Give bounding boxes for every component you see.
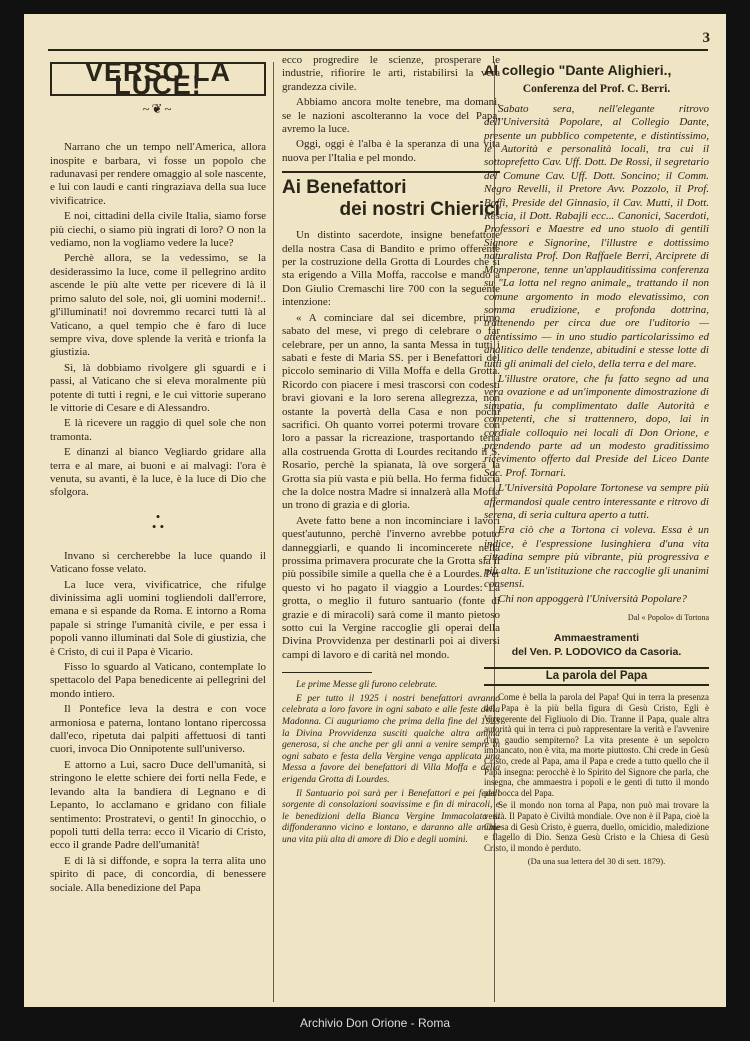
page-number: 3 — [702, 30, 710, 46]
paragraph: Sì, là dobbiamo rivolgere gli sguardi e i passi, al Vaticano che si eleva moralmente più potente di tutti i regni, e le cui vittorie superano le vittorie di Cesare e di Alessandro. — [50, 361, 266, 414]
paragraph: Sabato sera, nell'elegante ritrovo dell'Università Popolare, al Collegio Dante, presente un pubblico competente, e distintissimo, le Autorità e personalità locali, tra cui il sottoprefetto Cav. Uff. Dott. De Rossi, il segretario del Comune Cav. Uff. Dott. Soncino; il Comm. Negro Revelli, il Pretore Avv. Pozzolo, il Prof. Boffi, Preside del Ginnasio, il Cav. Mutti, il Dott. Rescia, il Dott. Rabajli ecc... Canonici, Sacerdoti, Professori e Maestre ed uno stuolo di gentili Signore e Signorine, l'illustre e dottissimo naturalista Prof. Don Raffaele Berri, Arciprete di Momperone, tenne un'applauditissima conferenza su "La lotta nel regno animale„ trattando il non comune argomento in modo elevatissimo, con somma erudizione, e profonda dottrina, trattenendo per circa due ore l'uditorio — attentissimo — in uno studio particolarissimo ed analitico delle tendenze, abitudini e stesse lotte di tutti gli animali del cielo, della terra e del mare. — [484, 102, 709, 370]
newspaper-page — [24, 14, 726, 1007]
top-rule — [48, 49, 708, 51]
paragraph: E dinanzi al bianco Vegliardo gridare alla terra e al mare, ai buoni e ai malvagi: l'ora è venuta, su avanti, è la luce, è la luce di Dio che sfolgora. — [50, 446, 266, 499]
paragraph: L'Università Popolare Tortonese va sempre più affermandosi quale centro interessante e ritrovo di serena, di seria cultura aperto a tutti. — [484, 482, 709, 521]
article-title-line1: Ai Benefattori — [282, 177, 407, 199]
paragraph: Il Pontefice leva la destra e con voce armoniosa e paterna, lontano lontano ripercossa dall'eco, ripetuta dai palpiti affettuosi di tanti cuori, invoca Dio Onnipotente sull'universo. — [50, 703, 266, 756]
paragraph: Narrano che un tempo nell'America, allora inospite e barbara, vi fosse un popolo che radunavasi per rendere omaggio al sole nascente, e lui con laudi e canti ringraziava della sua luce vivificatrice. — [50, 141, 266, 207]
paragraph: Perchè allora, se la vedessimo, se la desiderassimo la luce, come il pellegrino ardito ascende le più alte vette per ricevere di là il primo saluto del sole, noi, gli uomini moderni!.. gl'illuminati! noi dovremmo recarci tutti là al Vaticano, a quel tempio che è faro di luce sempre viva, dove splende la verità e trionfa la giustizia. — [50, 252, 266, 359]
paragraph: Se il mondo non torna al Papa, non può mai trovare la verità. Il Papato è Civiltà mondiale. Ove non è il Papa, cioè la Chiesa di Gesù Cristo, è guerra, duello, omicidio, maledizione e flagello di Dio. Senza Gesù Cristo e la Chiesa di Gesù Cristo, il mondo è perduto. — [484, 800, 709, 853]
column-three — [484, 64, 709, 869]
letter-date: (Da una sua lettera del 30 di sett. 1879). — [527, 856, 666, 867]
flourish-ornament: ~❦~ — [142, 100, 174, 116]
paragraph: Come è bella la parola del Papa! Qui in terra la presenza del Papa è la più bella figura di Gesù Cristo, Egli è Vicegerente del Figliuolo di Dio. Tranne il Papa, quale altra autorità qui in terra ci può rappresentare la verità e l'avvenire d'un gaudio sempiterno? La vita presente è un sepolcro imbiancato, non è vita, ma morte piuttosto. Chi crede in Gesù Cristo, crede al Papa, ama il Papa e crede a tutto quello che il Papa insegna: perocchè è lo Spirito del Signore che parla, che insegna, che ammaestra i popoli e le genti di tutto il mondo per bocca del Papa. — [484, 692, 709, 798]
paragraph: E noi, cittadini della civile Italia, siamo forse più ciechi, o siamo più ingrati di loro? O non la vediamo, non la vogliamo vedere la luce? — [50, 210, 266, 250]
section-rule — [282, 171, 500, 173]
article-title-line2: dei nostri Chierici — [339, 199, 500, 221]
parola-del-papa-body — [484, 692, 709, 853]
source-credit: Dal « Popolo» di Tortona — [627, 612, 709, 622]
footnote: Le prime Messe gli furono celebrate. — [296, 679, 438, 691]
article-title-collegio: Al collegio "Dante Alighieri., — [484, 62, 672, 78]
paragraph: E là ricevere un raggio di quel sole che non tramonta. — [50, 417, 266, 443]
paragraph: E di là si diffonde, e sopra la terra alita uno spirito di pace, di concordia, di benessere sociale. Alla benedizione del Papa — [50, 854, 266, 894]
article-subtitle: Conferenza del Prof. C. Berri. — [522, 83, 671, 96]
parola-del-papa-title: La parola del Papa — [484, 667, 709, 686]
paragraph: Era ciò che a Tortona ci voleva. Essa è un indice, è l'espressione lusinghiera d'una vita cittadina sempre più vibrante, più progressiva e più alta. E un'istituzione che raccoglie gli unanimi consensi. — [484, 524, 709, 591]
paragraph: Oggi, oggi è l'alba è la speranza di una vita nuova per l'Italia e pel mondo. — [282, 138, 500, 164]
column-divider — [273, 62, 274, 1002]
paragraph: Avete fatto bene a non incominciare i lavori quest'autunno, perchè l'inverno avrebbe potuto danneggiarli, e quando li incomincerete nella prossima primavera procurate che la Grotta sia il più possibile simile a quella che è a Lourdes. Per questo vi ho pagato il viaggio a Lourdes: La grotta, o meglio il futuro santuario (fonte di grazie e di miracoli) sarà come il manto pietoso sotto cui la Vergine raccoglie gli operai della Divina Provvidenza per destinarli poi ai diversi campi di lavoro e di carità nel mondo. — [282, 514, 500, 661]
article-body — [484, 103, 709, 607]
paragraph: « A cominciare dal sei dicembre, primo sabato del mese, vi prego di celebrare o far celebrare, per un anno, la santa Messa in tutti i sabati e feste di Maria SS. per i Benefattori del piccolo seminario di Villa Moffa e della Grotta. Ricordo con piacere i mesi trascorsi con codesti bravi giovani e la loro serena allegrezza, non ostante la povertà della Casa e non pochi sacrifici. Oh quanto vorrei potermi trovare con loro a passar la ricreazione, trasportando terra alla costruenda Grotta di Lourdes recitando il S. Rosario, perchè la spianata, là ove sorgerà la Grotta sia più vasta e più bella. Ho ferma fiducia che la dolce nostra Madre si innalzerà alla Moffa un trono di grazia e di gloria. — [282, 311, 500, 512]
headline: VERSO LA LUCE! — [50, 62, 266, 96]
dots-ornament: • • • — [151, 508, 165, 534]
notes-separator — [282, 672, 372, 673]
ammaestramenti-author: del Ven. P. LODOVICO da Casoria. — [511, 645, 682, 658]
footnote: Il Santuario poi sarà per i Benefattori e pei fedeli sorgente di consolazioni soavissime e fin di miracoli, e le benedizioni della Bianca Vergine Immacolata si diffonderanno vicino e lontano, e daranno alle anime una vita più alta di amore di Dio e degli uomini. — [282, 787, 500, 845]
paragraph: Un distinto sacerdote, insigne benefattore della nostra Casa di Bandito e primo offerente per la costruzione della Grotta di Lourdes che si sta erigendo a Villa Moffa, raccolse e mandò a Don Giulio Cremaschi lire 700 con la seguente intenzione: — [282, 229, 500, 309]
paragraphs-1 — [50, 141, 266, 500]
paragraph: E attorno a Lui, sacro Duce dell'umanità, si stringono le elette schiere dei forti nella Fede, e levando alta la bandiera di Legnano e di Lepanto, lo acclamano e gridano con filiale sentimento: Prostratevi, o genti! In ginocchio, o popoli tutti della terra: ecco il Vicario di Cristo, ecco il grande Padre dell'umanità! — [50, 758, 266, 852]
paragraph: ecco progredire le scienze, prosperare le industrie, rifiorire le arti, ristabilirsi la vera grandezza civile. — [282, 54, 500, 93]
paragraphs-2 — [50, 550, 266, 895]
paragraph: L'illustre oratore, che fu fatto segno ad una vera ovazione e ad un'imponente dimostrazione di simpatia, fu complimentato dalle Autorità e competenti, che si trattennero, dopo, lai in cordiale colloquio nei locali di Don Orione, e prendendo parte ad un modesto graditissimo ricevimento offerto dal Preside del Liceo Dante Sac. Prof. Tornari. — [484, 372, 709, 479]
paragraph: Invano si cercherebbe la luce quando il Vaticano fosse velato. — [50, 549, 266, 576]
column-two — [282, 54, 500, 848]
archive-footer: Archivio Don Orione - Roma — [299, 1016, 451, 1030]
paragraph: Abbiamo ancora molte tenebre, ma domani, se le nazioni ascolteranno la voce del Papa, avremo la luce. — [282, 96, 500, 136]
footnote: E per tutto il 1925 i nostri benefattori avranno celebrata a loro favore in ogni sabato e alle feste della Madonna. Ci auguriamo che prima della fine del 1925 la Divina Provvidenza susciti qualche altra anima generosa, si che anche per gli anni a venire sempre in ogni sabato e festa della Vergine venga applicata una Messa a favore dei benefattori di Villa Moffa e della erigenda Grotta di Lourdes. — [282, 692, 500, 785]
ammaestramenti-heading: Ammaestramenti — [553, 632, 640, 645]
paragraph: Chi non appoggerà l'Università Popolare? — [498, 593, 687, 606]
paragraph: La luce vera, vivificatrice, che rifulge divinissima agli uomini togliendoli dall'errore, emana e si espande da Roma. E intorno a Roma papale si stringe l'umanità civile, e per essa i popoli vanno illuminati dal Sole di giustizia, che è Cristo, di cui il Papa è Vicario. — [50, 578, 266, 658]
article-verso-la-luce — [50, 57, 266, 897]
footnotes — [282, 679, 500, 845]
paragraph: Fisso lo sguardo al Vaticano, contemplate lo spettacolo del Papa benedicente ai pellegrini del mondo intiero. — [50, 661, 266, 700]
